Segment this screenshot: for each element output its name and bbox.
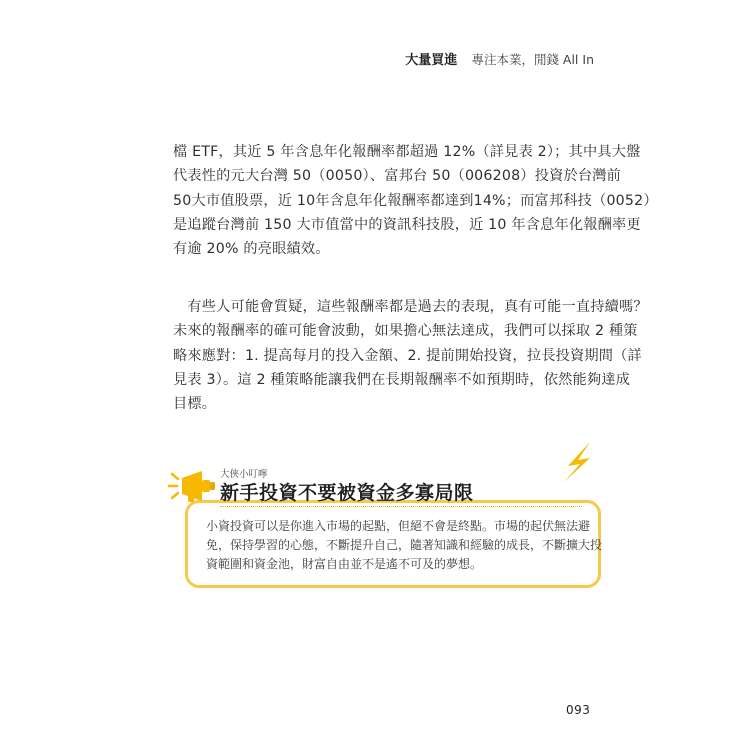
- body-paragraph-1: [173, 140, 658, 261]
- paragraph-line: 未來的報酬率的確可能會波動，如果擔心無法達成，我們可以採取 2 種策: [173, 323, 638, 340]
- paragraph-line: 代表性的元大台灣 50（0050）、富邦台 50（006208）投資於台灣前: [173, 168, 622, 185]
- paragraph-line: 目標。: [173, 396, 217, 413]
- paragraph-line: 是追蹤台灣前 150 大市值當中的資訊科技股，近 10 年含息年化報酬率更: [173, 216, 641, 233]
- dotted-divider: [220, 506, 582, 507]
- paragraph-line: 略來應對：1. 提高每月的投入金額、2. 提前開始投資，拉長投資期間（詳: [173, 347, 642, 364]
- book-title: 大量買進: [405, 53, 458, 68]
- tip-callout-box: [185, 500, 601, 588]
- callout-body: [206, 517, 603, 574]
- callout-label: 大俠小叮嚀: [220, 469, 268, 480]
- page-number: 093: [566, 703, 591, 717]
- paragraph-line: 50大市值股票，近 10年含息年化報酬率都達到14%；而富邦科技（0052）: [173, 192, 658, 209]
- running-head: [405, 49, 594, 68]
- paragraph-line: 見表 3）。這 2 種策略能讓我們在長期報酬率不如預期時，依然能夠達成: [173, 371, 631, 388]
- callout-line: 小資投資可以是你進入市場的起點，但絕不會是終點。市場的起伏無法避: [206, 519, 591, 533]
- paragraph-line: 有逾 20% 的亮眼績效。: [173, 241, 330, 258]
- megaphone-icon: [168, 468, 220, 504]
- callout-line: 資範圍和資金池，財富自由並不是遙不可及的夢想。: [206, 557, 483, 571]
- callout-header: [168, 462, 598, 512]
- callout-title: 新手投資不要被資金多寡局限: [220, 482, 474, 504]
- body-paragraph-2: [173, 295, 648, 416]
- callout-line: 免，保持學習的心態，不斷提升自己，隨著知識和經驗的成長，不斷擴大投: [206, 538, 603, 552]
- paragraph-line: 檔 ETF，其近 5 年含息年化報酬率都超過 12%（詳見表 2）；其中具大盤: [173, 144, 641, 160]
- chapter-title: 專注本業，閒錢 All In: [471, 52, 594, 67]
- paragraph-line: 有些人可能會質疑，這些報酬率都是過去的表現，真有可能一直持續嗎？: [173, 299, 648, 315]
